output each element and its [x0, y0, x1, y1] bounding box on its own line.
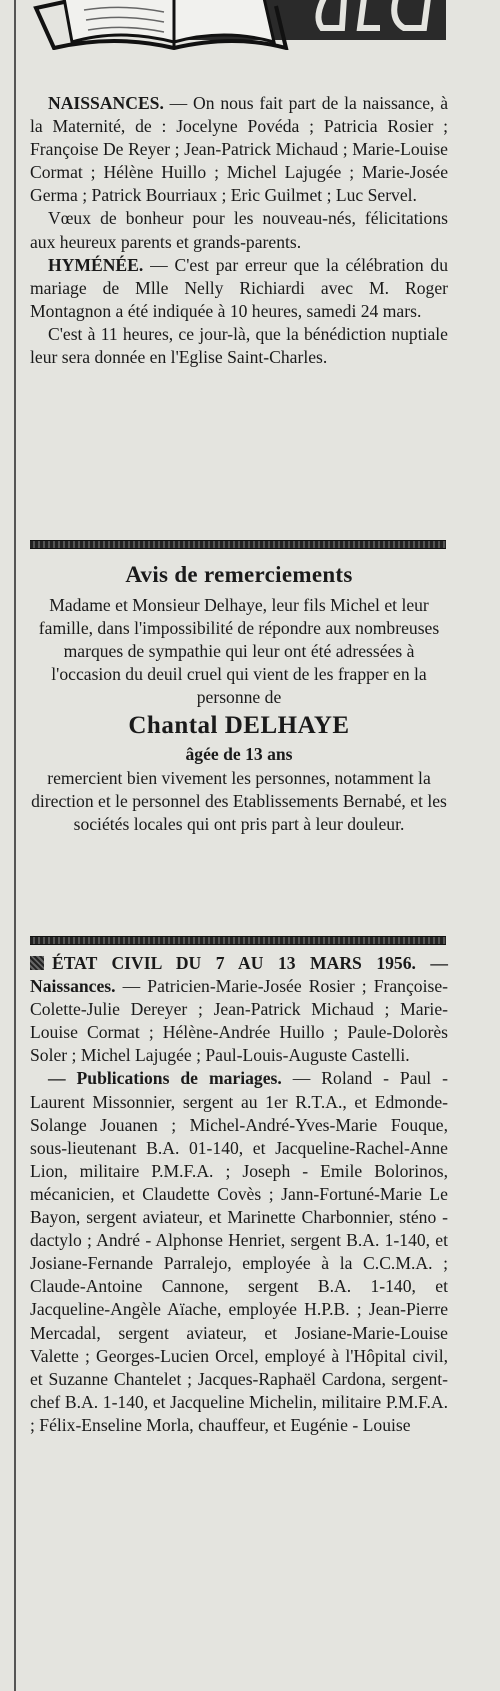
- etat-civil-naissances: Patricien-Marie-Josée Rosier ; Françoise-Colette-Julie Dereyer ; Jean-Patrick Michaud ; Marie-Louise Cormat ; Hélène-Andrée Huillo ; Paule-Dolorès Soler ; Michel Lajugée ; Paul-Louis-Auguste Castelli.: [30, 976, 448, 1066]
- column-left-border: [14, 0, 16, 1691]
- publications-lead: — Publications de mariages.: [48, 1068, 282, 1089]
- avis-intro: Madame et Monsieur Delhaye, leur fils Michel et leur famille, dans l'impossibilité de répondre aux nombreuses marques de sympathie qui leur ont été adressées à l'occasion du deuil cruel qui vient de les frapper en la personne de: [38, 595, 440, 708]
- avis-title: Avis de remerciements: [125, 562, 353, 587]
- section-divider: [30, 936, 446, 945]
- hymenee-correction: C'est à 11 heures, ce jour-là, que la bénédiction nuptiale leur sera donnée en l'Eglise Saint-Charles.: [30, 323, 448, 368]
- publications-paragraph: — Publications de mariages. — Roland - Paul - Laurent Missonnier, sergent au 1er R.T.A., et Edmonde-Solange Jouanen ; Michel-André-Yves-Marie Fouque, sous-lieutenant B.A. 01-140, et Jacqueline-Rachel-Anne Lion, militaire P.M.F.A. ; Joseph - Emile Bolorinos, mécanicien, et Claudette Covès ; Jann-Fortuné-Marie Le Bayon, sergent aviateur, et Marinette Charbonnier, sténo - dactylo ; André - Alphonse Henriet, sergent B.A. 1-140, et Josiane-Fernande Parralejo, employée à la C.C.M.A. ; Claude-Antoine Cannone, sergent B.A. 1-140, et Jacqueline-Angèle Aïache, employée H.P.B. ; Jean-Pierre Mercadal, sergent aviateur, et Josiane-Marie-Louise Valette ; Georges-Lucien Orcel, employé à l'Hôpital civil, et Suzanne Chantelet ; Jacques-Raphaël Cardona, sergent-chef B.A. 1-140, et Jacqueline Michelin, militaire P.M.F.A. ; Félix-Enseline Morla, chauffeur, et Eugénie - Louise: [30, 1068, 449, 1435]
- avis-closing: remercient bien vivement les personnes, notamment la direction et le personnel des Etablissements Bernabé, et les sociétés locales qui ont pris part à leur douleur.: [31, 767, 447, 834]
- square-bullet-icon: [30, 956, 44, 970]
- naissances-paragraph: NAISSANCES. — On nous fait part de la naissance, à la Maternité, de : Jocelyne Povéda ; Patricia Rosier ; Françoise De Reyer ; Jean-Patrick Michaud ; Marie-Louise Cormat ; Hélène Huillo ; Michel Lajugée ; Marie-Josée Germa ; Patrick Bourriaux ; Eric Guilmet ; Luc Servel.: [30, 93, 449, 206]
- publications-text: Roland - Paul - Laurent Missonnier, sergent au 1er R.T.A., et Edmonde-Solange Jouanen ; Michel-André-Yves-Marie Fouque, sous-lieutenant B.A. 01-140, et Jacqueline-Rachel-Anne Lion, militaire P.M.F.A. ; Joseph - Emile Bolorinos, mécanicien, et Claudette Covès ; Jann-Fortuné-Marie Le Bayon, sergent aviateur, et Marinette Charbonnier, sténo - dactylo ; André - Alphonse Henriet, sergent B.A. 1-140, et Josiane-Fernande Parralejo, employée à la C.C.M.A. ; Claude-Antoine Cannone, sergent B.A. 1-140, et Jacqueline-Angèle Aïache, employée H.P.B. ; Jean-Pierre Mercadal, sergent aviateur, et Josiane-Marie-Louise Valette ; Georges-Lucien Orcel, employé à l'Hôpital civil, et Suzanne Chantelet ; Jacques-Raphaël Cardona, sergent-chef B.A. 1-140, et Jacqueline Michelin, militaire P.M.F.A. ; Félix-Enseline Morla, chauffeur, et Eugénie - Louise: [30, 1068, 449, 1435]
- announcements-section: [30, 92, 448, 369]
- naissances-wishes: Vœux de bonheur pour les nouveau-nés, félicitations aux heureux parents et grands-parents.: [30, 208, 448, 252]
- etat-civil-heading: ÉTAT CIVIL DU 7 AU 13 MARS 1956. — Naissances.: [30, 953, 448, 997]
- etat-civil-section: [30, 952, 448, 1437]
- hymenee-lead: HYMÉNÉE.: [48, 254, 144, 275]
- hymenee-text: C'est par erreur que la célébration du mariage de Mlle Nelly Richiardi avec M. Roger Montagnon a été indiquée à 10 heures, samedi 24 mars.: [30, 254, 449, 321]
- deceased-age: âgée de 13 ans: [185, 744, 293, 765]
- avis-section: [30, 558, 448, 836]
- hymenee-paragraph: HYMÉNÉE. — C'est par erreur que la célébration du mariage de Mlle Nelly Richiardi avec M. Roger Montagnon a été indiquée à 10 heures, samedi 24 mars.: [30, 254, 449, 321]
- naissances-lead: NAISSANCES.: [48, 93, 164, 113]
- open-book-logo-icon: [24, 0, 450, 50]
- carnet-masthead: [24, 0, 450, 50]
- etat-civil-paragraph: ÉTAT CIVIL DU 7 AU 13 MARS 1956. — Naissances. — Patricien-Marie-Josée Rosier ; Françoise-Colette-Julie Dereyer ; Jean-Patrick Michaud ; Marie-Louise Cormat ; Hélène-Andrée Huillo ; Paule-Dolorès Soler ; Michel Lajugée ; Paul-Louis-Auguste Castelli.: [30, 953, 448, 1066]
- deceased-name: Chantal DELHAYE: [128, 712, 350, 740]
- naissances-text: On nous fait part de la naissance, à la Maternité, de : Jocelyne Povéda ; Patricia Rosier ; Françoise De Reyer ; Jean-Patrick Michaud ; Marie-Louise Cormat ; Hélène Huillo ; Michel Lajugée ; Marie-Josée Germa ; Patrick Bourriaux ; Eric Guilmet ; Luc Servel.: [30, 93, 449, 206]
- section-divider: [30, 540, 446, 549]
- avis-body: [30, 594, 448, 836]
